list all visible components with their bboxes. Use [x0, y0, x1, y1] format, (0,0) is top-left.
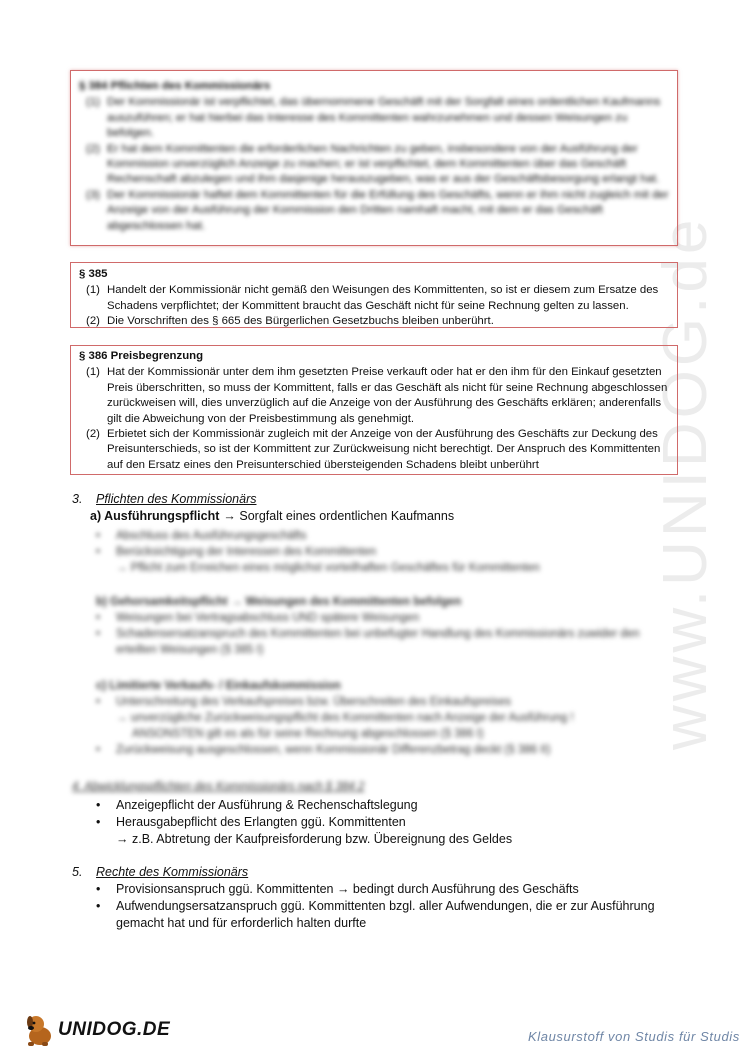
dog-icon — [22, 1012, 56, 1048]
box-item: (3) Der Kommissionär haftet dem Kommittenten für die Erfüllung des Geschäfts, wenn er ihm nicht zugleich mit der Anzeige von der Ausführung der Kommission den Dritten namhaft macht, mit dem er das Geschäft abgeschlossen hat. — [86, 188, 669, 232]
box-title: § 386 Preisbegrenzung — [79, 350, 204, 362]
list-item: • Zurückweisung ausgeschlossen, wenn Kommissionär Differenzbetrag deckt (§ 386 II) — [96, 742, 672, 758]
box-item: (2) Er hat dem Kommittenten die erforderlichen Nachrichten zu geben, insbesondere von der Ausführung der Kommission unverzüglich Anzeige zu machen; er ist verpflichtet, dem Kommittenten über das Geschäft Rechenschaft abzulegen und ihm dasjenige herauszugeben, was er aus der Geschäftsbesorgung erlangt hat. — [86, 142, 660, 186]
paragraph-box-385 — [70, 262, 678, 328]
section-title: Rechte des Kommissionärs — [96, 865, 249, 879]
paragraph-box-386 — [70, 345, 678, 475]
box-title: § 384 Pflichten des Kommissionärs — [79, 80, 271, 92]
subsection-text: → Sorgfalt eines ordentlichen Kaufmanns — [223, 509, 455, 523]
arrow-line: ANSONSTEN gilt es als für seine Rechnung abgeschlossen (§ 386 I) — [132, 728, 484, 740]
watermark-text: www.UNIDOG.de — [651, 215, 720, 750]
footer-tagline: Klausurstoff von Studis für Studis — [528, 1029, 740, 1044]
box-item — [79, 283, 669, 314]
blurred-b — [72, 594, 672, 658]
subsection-head: b) Gehorsamkeitspflicht → Weisungen des Kommittenten befolgen — [96, 596, 462, 608]
logo-text: UNIDOG.DE — [58, 1019, 171, 1040]
item-text: Handelt der Kommissionär nicht gemäß den Weisungen des Kommittenten, so ist er diesem zum Ersatze des Schadens verpflichtet; der Kommittent braucht das Geschäft nicht für seine Rechnung gelten zu lassen. — [107, 284, 659, 312]
paragraph-box-384 — [70, 70, 678, 246]
subsection-a — [72, 508, 672, 525]
section-number: 3. — [72, 492, 83, 506]
item-number: (2) — [86, 315, 100, 328]
item-text: Erbietet sich der Kommissionär zugleich mit der Anzeige von der Ausführung des Geschäfts zur Deckung des Preisunterschieds, so ist der Kommittent zur Zurückweisung nicht berechtigt. Der Anspruch des Kommittenten auf den Ersatz eines den Preisunterschied übersteigenden Schadens bleibt unberührt — [107, 428, 661, 471]
item-number: (2) — [86, 428, 100, 441]
section-title: Pflichten des Kommissionärs — [96, 492, 257, 506]
list-item: • Abschluss des Ausführungsgeschäfts — [96, 528, 672, 544]
list-item: • Provisionsanspruch ggü. Kommittenten → bedingt durch Ausführung des Geschäfts — [96, 881, 672, 898]
box-item — [79, 365, 669, 427]
section-4-heading: 4. Abwicklungspflichten des Kommissionärs nach § 384 2 — [72, 781, 365, 793]
list-item: • Aufwendungsersatzanspruch ggü. Kommittenten bzgl. aller Aufwendungen, die er zur Ausführung gemacht hat und für erforderlich halten durfte — [96, 898, 672, 932]
list-item: • Schadensersatzanspruch des Kommittenten bei unbefugter Handlung des Kommissionärs zuwider den erteilten Weisungen (§ 385 I) — [96, 626, 672, 658]
blurred-c — [72, 678, 672, 758]
section-3 — [72, 491, 672, 525]
section-5 — [72, 864, 672, 932]
section-number: 5. — [72, 865, 83, 879]
list-item: • Unterschreitung des Verkaufspreises bzw. Überschreiten des Einkaufspreises — [96, 694, 672, 710]
item-number: (1) — [86, 366, 100, 379]
blurred-a-details — [72, 528, 672, 576]
arrow-line: → unverzügliche Zurückweisungspflicht des Kommittenten nach Anzeige der Ausführung ! — [116, 712, 574, 724]
box-item — [79, 427, 669, 473]
list-item: • Anzeigepflicht der Ausführung & Rechenschaftslegung — [96, 797, 672, 814]
box-title: § 385 — [79, 268, 108, 280]
list-item: • Herausgabepflicht des Erlangten ggü. Kommittenten — [96, 814, 672, 831]
item-number: (1) — [86, 284, 100, 297]
item-text: Die Vorschriften des § 665 des Bürgerlichen Gesetzbuchs bleiben unberührt. — [107, 315, 494, 328]
arrow-line: → z.B. Abtretung der Kaufpreisforderung bzw. Übereignung des Geldes — [116, 832, 513, 846]
blurred-content — [79, 79, 669, 234]
section-4 — [72, 797, 672, 848]
subsection-head: c) Limitierte Verkaufs- / Einkaufskommission — [96, 680, 341, 692]
item-text: Hat der Kommissionär unter dem ihm gesetzten Preise verkauft oder hat er den ihm für den Einkauf gesetzten Preis überschritten, so muss der Kommittent, falls er das Geschäft als nicht für seine Rechnung abgeschlossen zurückweisen will, dies unverzüglich auf die Anzeige von der Ausführung des Geschäfts erklären; anderenfalls gilt die Abweichung von der Preisbestimmung als genehmigt. — [107, 366, 668, 425]
box-item: (1) Der Kommissionär ist verpflichtet, das übernommene Geschäft mit der Sorgfalt eines ordentlichen Kaufmanns auszuführen; er hat hierbei das Interesse des Kommittenten wahrzunehmen und dessen Weisungen zu befolgen. — [86, 96, 661, 140]
unidog-logo — [22, 1012, 170, 1048]
list-item: • Berücksichtigung der Interessen des Kommittenten — [96, 544, 672, 560]
subsection-label: a) Ausführungspflicht — [90, 509, 220, 523]
box-item — [79, 314, 669, 329]
arrow-line: → Pflicht zum Erreichen eines möglichst vorteilhaften Geschäftes für Kommittenten — [116, 562, 540, 574]
list-item: • Weisungen bei Vertragsabschluss UND spätere Weisungen — [96, 610, 672, 626]
